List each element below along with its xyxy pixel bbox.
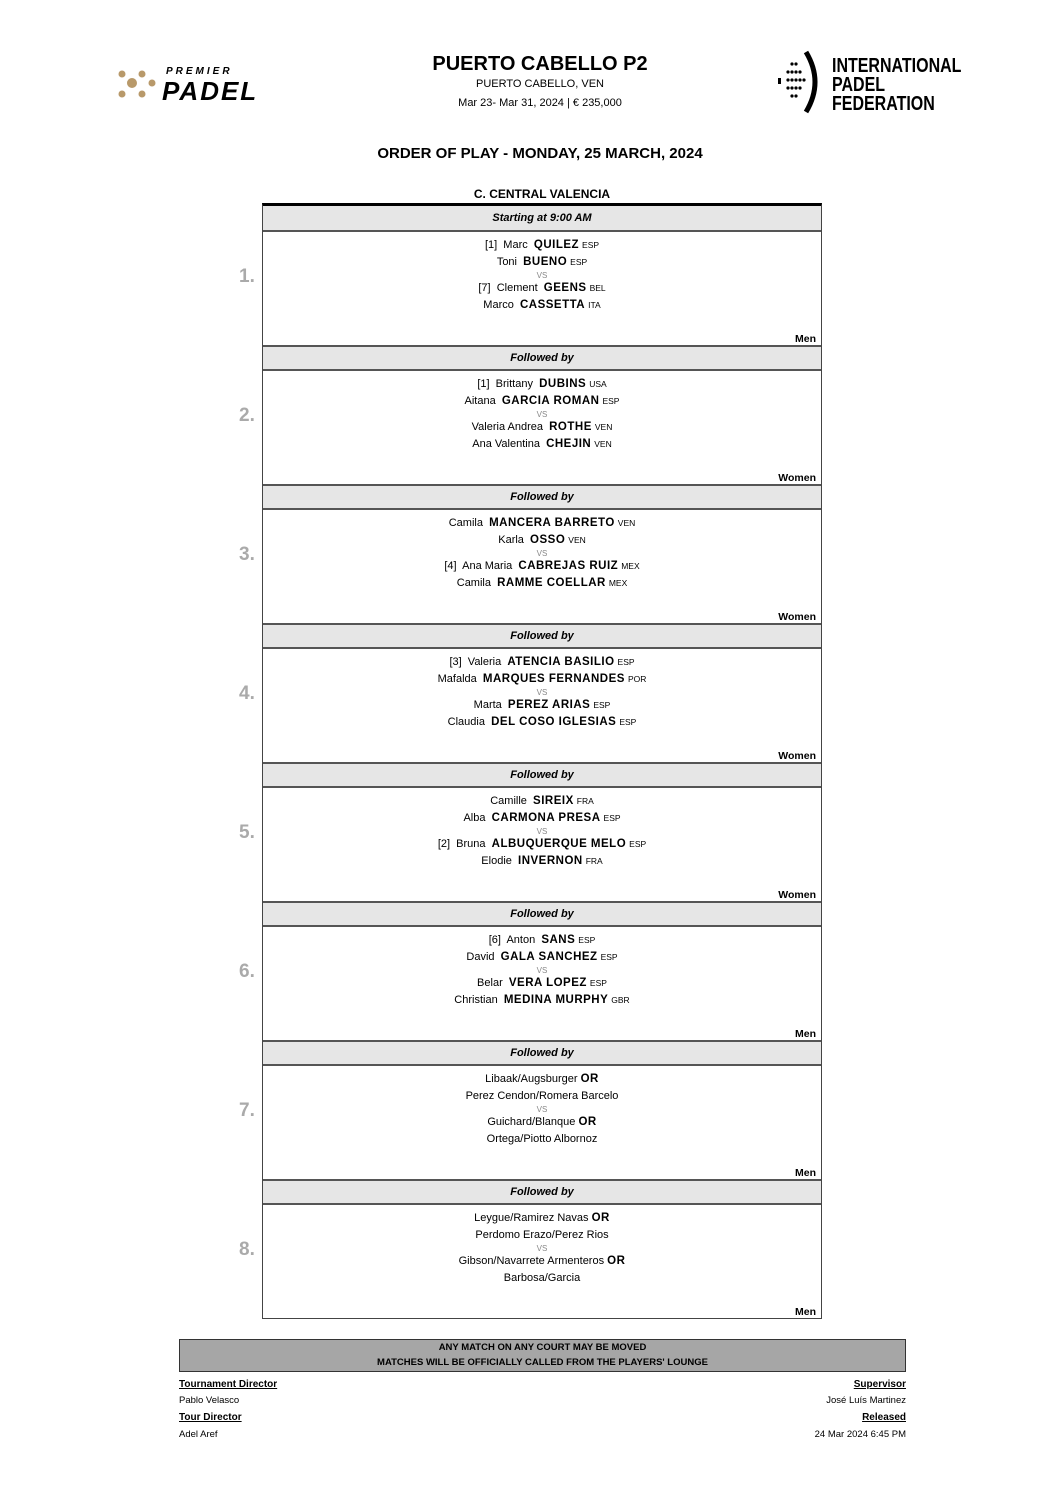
player-last-name: DUBINS — [539, 378, 587, 390]
supervisor-label: Supervisor — [853, 1379, 906, 1390]
player-seed: [1] — [477, 378, 490, 390]
supervisor-name: José Luís Martinez — [826, 1395, 906, 1406]
player-line — [263, 297, 821, 314]
player-line — [263, 975, 821, 992]
player-first-name: Anton — [506, 934, 536, 946]
vs-label: VS — [536, 966, 548, 975]
player-first-name: Valeria — [467, 656, 502, 668]
vs-label: VS — [536, 1244, 548, 1253]
notice-line: ANY MATCH ON ANY COURT MAY BE MOVED — [438, 1342, 647, 1353]
match-time-header: Followed by — [263, 484, 821, 510]
player-line — [263, 237, 821, 254]
vs-label: VS — [536, 688, 548, 697]
ipf-logo — [776, 50, 962, 115]
player-nationality: FRA — [576, 796, 594, 806]
team-names: Barbosa/Garcia — [503, 1272, 581, 1284]
player-first-name: Camila — [448, 517, 483, 529]
tournament-director-name: Pablo Velasco — [179, 1395, 240, 1406]
tournament-dates-prize: Mar 23- Mar 31, 2024 | € 235,000 — [458, 97, 622, 109]
player-last-name: RAMME COELLAR — [497, 577, 606, 589]
match-category: Women — [778, 611, 816, 623]
player-nationality: ITA — [588, 300, 601, 310]
player-line — [263, 810, 821, 827]
player-first-name: Toni — [496, 256, 517, 268]
player-seed: [4] — [444, 560, 457, 572]
match-time-header: Followed by — [263, 623, 821, 649]
player-nationality: MEX — [621, 561, 640, 571]
premier-padel-logo — [118, 62, 283, 104]
player-nationality: ESP — [570, 257, 588, 267]
player-first-name: Christian — [454, 994, 498, 1006]
match-players — [263, 927, 821, 1009]
player-first-name: Mafalda — [437, 673, 477, 685]
vs-label: VS — [536, 827, 548, 836]
player-first-name: Brittany — [495, 378, 533, 390]
tour-director-label: Tour Director — [179, 1412, 242, 1423]
player-last-name: MEDINA MURPHY — [503, 994, 609, 1006]
team-names: Ortega/Piotto Albornoz — [486, 1133, 598, 1145]
player-nationality: ESP — [617, 657, 635, 667]
player-line — [263, 992, 821, 1009]
match-number: 7. — [239, 1100, 255, 1121]
match-category: Men — [795, 1306, 816, 1318]
player-line — [263, 853, 821, 870]
player-line — [263, 376, 821, 393]
match-block — [239, 623, 821, 762]
player-last-name: ROTHE — [549, 421, 592, 433]
player-first-name: Bruna — [456, 838, 486, 850]
match-block — [239, 206, 821, 345]
player-line — [263, 654, 821, 671]
player-nationality: ESP — [619, 717, 637, 727]
player-first-name: Marco — [483, 299, 514, 311]
svg-text:INTERNATIONAL: INTERNATIONAL — [832, 54, 962, 77]
player-line — [263, 836, 821, 853]
tournament-director-label: Tournament Director — [179, 1379, 278, 1390]
svg-text:PADEL: PADEL — [162, 76, 259, 106]
court-name: C. CENTRAL VALENCIA — [473, 187, 611, 201]
match-players — [263, 649, 821, 731]
released-value: 24 Mar 2024 6:45 PM — [814, 1429, 906, 1440]
player-line — [263, 1253, 821, 1270]
player-last-name: ALBUQUERQUE MELO — [491, 838, 627, 850]
player-first-name: Belar — [477, 977, 503, 989]
tour-director-name: Adel Aref — [179, 1429, 218, 1440]
player-last-name: GARCIA ROMAN — [501, 395, 600, 407]
svg-text:PREMIER: PREMIER — [166, 66, 233, 77]
player-first-name: Camila — [456, 577, 491, 589]
tournament-title: PUERTO CABELLO P2 — [432, 53, 648, 75]
match-time-header: Followed by — [263, 901, 821, 927]
player-nationality: VEN — [594, 422, 613, 432]
player-last-name: GALA SANCHEZ — [500, 951, 598, 963]
player-last-name: PEREZ ARIAS — [507, 699, 591, 711]
player-nationality: BEL — [589, 283, 606, 293]
or-label: OR — [578, 1116, 597, 1128]
vs-label: VS — [536, 271, 548, 280]
player-last-name: MARQUES FERNANDES — [482, 673, 625, 685]
player-seed: [1] — [484, 239, 498, 251]
player-line — [263, 280, 821, 297]
player-last-name: BUENO — [523, 256, 568, 268]
player-first-name: Camille — [490, 795, 527, 807]
player-first-name: Elodie — [481, 855, 512, 867]
player-last-name: SANS — [541, 934, 576, 946]
player-last-name: SIREIX — [533, 795, 574, 807]
match-number: 8. — [239, 1239, 255, 1260]
team-names: Perez Cendon/Romera Barcelo — [465, 1090, 619, 1102]
match-players — [263, 1066, 821, 1148]
notice-line: MATCHES WILL BE OFFICIALLY CALLED FROM THE PLAYERS' LOUNGE — [377, 1357, 708, 1368]
player-line — [263, 419, 821, 436]
player-line — [263, 1088, 821, 1105]
player-first-name: Ana Valentina — [472, 438, 540, 450]
match-players — [263, 1205, 821, 1287]
player-nationality: ESP — [629, 839, 647, 849]
player-nationality: USA — [589, 379, 607, 389]
player-line — [263, 1114, 821, 1131]
player-first-name: David — [466, 951, 495, 963]
match-time-header: Followed by — [263, 1179, 821, 1205]
match-number: 2. — [239, 405, 255, 426]
player-first-name: Clement — [496, 282, 538, 294]
match-category: Men — [795, 1028, 816, 1040]
vs-label: VS — [536, 549, 548, 558]
player-line — [263, 558, 821, 575]
player-last-name: MANCERA BARRETO — [489, 517, 615, 529]
match-category: Men — [795, 333, 816, 345]
player-line — [263, 793, 821, 810]
match-time-header: Followed by — [263, 762, 821, 788]
player-seed: [6] — [488, 934, 501, 946]
team-names: Libaak/Augsburger — [485, 1073, 578, 1085]
or-label: OR — [580, 1073, 599, 1085]
player-first-name: Ana Maria — [462, 560, 513, 572]
player-nationality: ESP — [603, 813, 621, 823]
tournament-location: PUERTO CABELLO, VEN — [476, 78, 604, 90]
player-last-name: ATENCIA BASILIO — [507, 656, 615, 668]
match-category: Women — [778, 472, 816, 484]
player-first-name: Karla — [498, 534, 524, 546]
player-line — [263, 532, 821, 549]
match-number: 6. — [239, 961, 255, 982]
team-names: Guichard/Blanque — [487, 1116, 576, 1128]
player-nationality: ESP — [593, 700, 611, 710]
player-last-name: INVERNON — [518, 855, 583, 867]
player-line — [263, 949, 821, 966]
match-time-header: Followed by — [263, 345, 821, 371]
match-block — [239, 484, 821, 623]
player-seed: [3] — [449, 656, 462, 668]
match-category: Men — [795, 1167, 816, 1179]
player-nationality: ESP — [582, 240, 600, 250]
notice-banner — [179, 1339, 906, 1372]
player-line — [263, 1131, 821, 1148]
player-line — [263, 1210, 821, 1227]
match-players — [263, 788, 821, 870]
player-line — [263, 393, 821, 410]
player-seed: [7] — [478, 282, 491, 294]
player-nationality: GBR — [611, 995, 630, 1005]
svg-text:FEDERATION: FEDERATION — [832, 92, 935, 115]
player-nationality: FRA — [585, 856, 603, 866]
match-time-header: Starting at 9:00 AM — [263, 206, 821, 232]
match-block — [239, 901, 821, 1040]
vs-label: VS — [536, 410, 548, 419]
player-first-name: Alba — [463, 812, 486, 824]
player-last-name: CARMONA PRESA — [491, 812, 601, 824]
player-line — [263, 1227, 821, 1244]
player-first-name: Claudia — [447, 716, 485, 728]
match-players — [263, 232, 821, 314]
match-block — [239, 1179, 821, 1318]
player-last-name: CABREJAS RUIZ — [518, 560, 619, 572]
player-seed: [2] — [437, 838, 451, 850]
player-nationality: VEN — [594, 439, 612, 449]
player-nationality: ESP — [600, 952, 618, 962]
player-last-name: CASSETTA — [519, 299, 586, 311]
match-block — [239, 1040, 821, 1179]
match-number: 1. — [239, 266, 255, 287]
released-label: Released — [862, 1412, 906, 1423]
or-label: OR — [591, 1212, 610, 1224]
player-last-name: VERA LOPEZ — [508, 977, 587, 989]
player-nationality: VEN — [568, 535, 586, 545]
player-nationality: VEN — [617, 518, 636, 528]
match-players — [263, 510, 821, 592]
match-number: 3. — [239, 544, 255, 565]
player-nationality: ESP — [578, 935, 596, 945]
match-number: 4. — [239, 683, 255, 704]
player-line — [263, 671, 821, 688]
player-first-name: Valeria Andrea — [471, 421, 543, 433]
player-line — [263, 1270, 821, 1287]
match-block — [239, 345, 821, 484]
order-of-play-title: ORDER OF PLAY - MONDAY, 25 MARCH, 2024 — [377, 145, 703, 162]
player-line — [263, 515, 821, 532]
player-last-name: GEENS — [543, 282, 587, 294]
player-line — [263, 254, 821, 271]
player-first-name: Marta — [473, 699, 502, 711]
match-category: Women — [778, 889, 816, 901]
match-players — [263, 371, 821, 453]
or-label: OR — [607, 1255, 626, 1267]
match-block — [239, 762, 821, 901]
player-nationality: ESP — [602, 396, 620, 406]
player-last-name: CHEJIN — [546, 438, 592, 450]
player-nationality: ESP — [589, 978, 607, 988]
player-first-name: Marc — [503, 239, 528, 251]
team-names: Perdomo Erazo/Perez Rios — [475, 1229, 609, 1241]
team-names: Leygue/Ramirez Navas — [474, 1212, 589, 1224]
match-category: Women — [778, 750, 816, 762]
match-time-header: Followed by — [263, 1040, 821, 1066]
player-first-name: Aitana — [464, 395, 496, 407]
player-last-name: OSSO — [530, 534, 566, 546]
player-line — [263, 1071, 821, 1088]
svg-text:PADEL: PADEL — [832, 73, 886, 96]
player-line — [263, 575, 821, 592]
player-last-name: QUILEZ — [533, 239, 580, 251]
team-names: Gibson/Navarrete Armenteros — [458, 1255, 605, 1267]
player-last-name: DEL COSO IGLESIAS — [491, 716, 617, 728]
player-nationality: POR — [627, 674, 647, 684]
player-line — [263, 436, 821, 453]
player-line — [263, 932, 821, 949]
player-nationality: MEX — [608, 578, 628, 588]
vs-label: VS — [536, 1105, 548, 1114]
player-line — [263, 714, 821, 731]
match-number: 5. — [239, 822, 255, 843]
schedule-table — [239, 203, 822, 1319]
player-line — [263, 697, 821, 714]
